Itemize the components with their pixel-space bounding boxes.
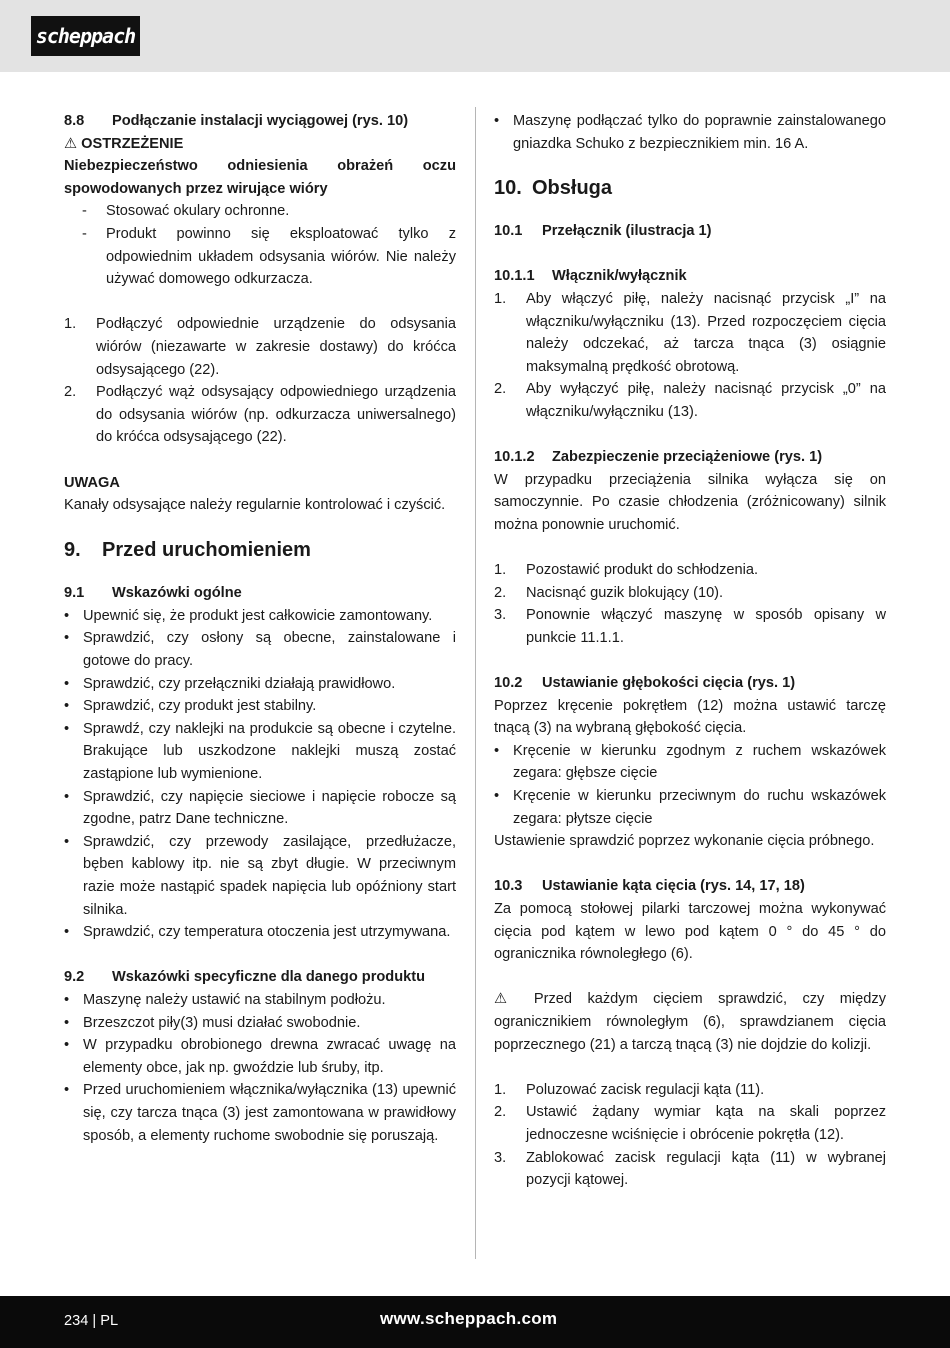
list-item: • Sprawdzić, czy przełączniki działają prawidłowo.: [64, 675, 396, 692]
right-column: [494, 110, 886, 1192]
section-10-1-2-heading: 10.1.2 Zabezpieczenie przeciążeniowe (rys. 1): [494, 449, 823, 466]
list-item: • Sprawdzić, czy temperatura otoczenia jest utrzymywana.: [64, 924, 451, 941]
section-10-1-heading: 10.1 Przełącznik (ilustracja 1): [494, 223, 712, 240]
overload-text: W przypadku przeciążenia silnika wyłącza się on samoczynnie. Po czasie chłodzenia (zróżnicowany) silnik można ponownie uruchomić.: [494, 471, 886, 533]
list-item: • Kręcenie w kierunku przeciwnym do ruchu wskazówek zegara: płytsze cięcie: [494, 788, 886, 827]
list-item: • Sprawdzić, czy napięcie sieciowe i napięcie robocze są zgodne, patrz Dane techniczne.: [64, 788, 456, 828]
depth-text-2: Ustawienie sprawdzić poprzez wykonanie cięcia próbnego.: [494, 833, 875, 850]
list-item: 2. Aby wyłączyć piłę, należy nacisnąć przycisk „0” na włączniku/wyłączniku (13).: [494, 381, 886, 420]
header-bar: [0, 0, 950, 72]
list-item: • Przed uruchomieniem włącznika/wyłącznika (13) upewnić się, czy tarcza tnąca (3) jest zamontowana w prawidłowy sposób, a elementy ruchome swobodnie się poruszają.: [64, 1082, 456, 1144]
scheppach-logo: scheppach: [31, 16, 140, 56]
list-item: 3. Zablokować zacisk regulacji kąta (11) w wybranej pozycji kątowej.: [494, 1149, 886, 1189]
specific-checks-list: [64, 989, 456, 1147]
list-item: • Sprawdzić, czy produkt jest stabilny.: [64, 698, 317, 715]
list-item: • Maszynę podłączać tylko do poprawnie zainstalowanego gniazdka Schuko z bezpiecznikiem min. 16 A.: [494, 113, 886, 152]
list-item: 2. Podłączyć wąż odsysający odpowiedniego urządzenia do odsysania wiórów (np. odkurzacza uniwersalnego) do króćca odsysającego (22).: [64, 384, 456, 446]
warning-heading: ⚠ OSTRZEŻENIE: [64, 134, 184, 152]
angle-steps: [494, 1079, 886, 1192]
website-link[interactable]: www.scheppach.com: [380, 1309, 558, 1328]
section-9-1-heading: 9.1 Wskazówki ogólne: [64, 585, 242, 602]
angle-warning: ⚠ Przed każdym cięciem sprawdzić, czy między ogranicznikiem równoległym (6), sprawdzianem cięcia poprzecznego (21) a tarczą tnącą (3) nie dojdzie do kolizji.: [494, 990, 886, 1053]
list-item: • Maszynę należy ustawić na stabilnym podłożu.: [64, 991, 386, 1008]
list-item: • Upewnić się, że produkt jest całkowicie zamontowany.: [64, 607, 433, 624]
section-10-1-1-heading: 10.1.1 Włącznik/wyłącznik: [494, 268, 687, 285]
footer-bar: [0, 1296, 950, 1348]
list-item: 1. Aby włączyć piłę, należy nacisnąć przycisk „I” na włączniku/wyłączniku (13). Przed rozpoczęciem cięcia należy odczekać, aż tarcza tnąca (3) osiągnie maksymalną prędkość obrotową.: [494, 290, 886, 375]
general-checks-list: [64, 605, 456, 944]
angle-text: Za pomocą stołowej pilarki tarczowej można wykonywać cięcia pod kątem w lewo pod kątem 0 ° do 45 ° do ogranicznika równoległego (6).: [494, 901, 886, 963]
list-item: - Produkt powinno się eksploatować tylko z odpowiednim układem odsysania wiórów. Nie należy używać domowego odkurzacza.: [82, 225, 456, 288]
list-item: • Sprawdzić, czy osłony są obecne, zainstalowane i gotowe do pracy.: [64, 630, 456, 670]
power-list: [494, 110, 886, 155]
page-number: 234 | PL: [64, 1313, 119, 1329]
note-text: Kanały odsysające należy regularnie kontrolować i czyścić.: [64, 497, 446, 514]
list-item: 1. Podłączyć odpowiednie urządzenie do odsysania wiórów (niezawarte w zakresie dostawy) do króćca odsysającego (22).: [64, 316, 456, 378]
section-8-8-heading: 8.8 Podłączanie instalacji wyciągowej (rys. 10): [64, 113, 409, 129]
list-item: • Brzeszczot piły(3) musi działać swobodnie.: [64, 1014, 361, 1031]
list-item: - Stosować okulary ochronne.: [82, 203, 290, 220]
section-10-2-heading: 10.2 Ustawianie głębokości cięcia (rys. 1): [494, 675, 796, 692]
section-10-heading: 10. Obsługa: [494, 177, 613, 200]
list-item: 2. Ustawić żądany wymiar kąta na skali poprzez jednoczesne wciśnięcie i obrócenie pokrętła (12).: [494, 1104, 886, 1143]
depth-list: [494, 740, 886, 830]
list-item: 1. Pozostawić produkt do schłodzenia.: [494, 562, 759, 579]
note-label: UWAGA: [64, 474, 120, 491]
column-divider: [475, 107, 476, 1259]
list-item: • Sprawdź, czy naklejki na produkcie są obecne i czytelne. Brakujące lub uszkodzone naklejki muszą zostać zastąpione lub wymienione.: [64, 720, 456, 783]
section-9-2-heading: 9.2 Wskazówki specyficzne dla danego produktu: [64, 969, 426, 986]
warning-icon: ⚠: [494, 990, 519, 1008]
warning-text: Niebezpieczeństwo odniesienia obrażeń oczu spowodowanych przez wirujące wióry: [64, 158, 456, 197]
list-item: • Kręcenie w kierunku zgodnym z ruchem wskazówek zegara: głębsze cięcie: [494, 742, 886, 782]
list-item: 1. Poluzować zacisk regulacji kąta (11).: [494, 1081, 765, 1098]
connection-steps: [64, 313, 456, 449]
depth-text: Poprzez kręcenie pokrętłem (12) można ustawić tarczę tnącą (3) na wybraną głębokość cięcia.: [494, 697, 886, 737]
left-column: [64, 110, 456, 1147]
list-item: 2. Nacisnąć guzik blokujący (10).: [494, 584, 724, 601]
switch-steps: [494, 288, 886, 424]
warning-icon: ⚠: [64, 134, 78, 152]
overload-steps: [494, 559, 886, 649]
list-item: • W przypadku obrobionego drewna zwracać uwagę na elementy obce, jak np. gwoździe lub śruby, itp.: [64, 1037, 456, 1076]
warning-list: [64, 200, 456, 290]
section-9-heading: 9. Przed uruchomieniem: [64, 539, 311, 562]
list-item: 3. Ponownie włączyć maszynę w sposób opisany w punkcie 11.1.1.: [494, 607, 886, 646]
section-10-3-heading: 10.3 Ustawianie kąta cięcia (rys. 14, 17, 18): [494, 878, 805, 895]
list-item: • Sprawdzić, czy przewody zasilające, przedłużacze, bęben kablowy itp. nie są zbyt długie. W przeciwnym razie może nastąpić spadek napięcia lub opóźniony start silnika.: [64, 833, 456, 918]
